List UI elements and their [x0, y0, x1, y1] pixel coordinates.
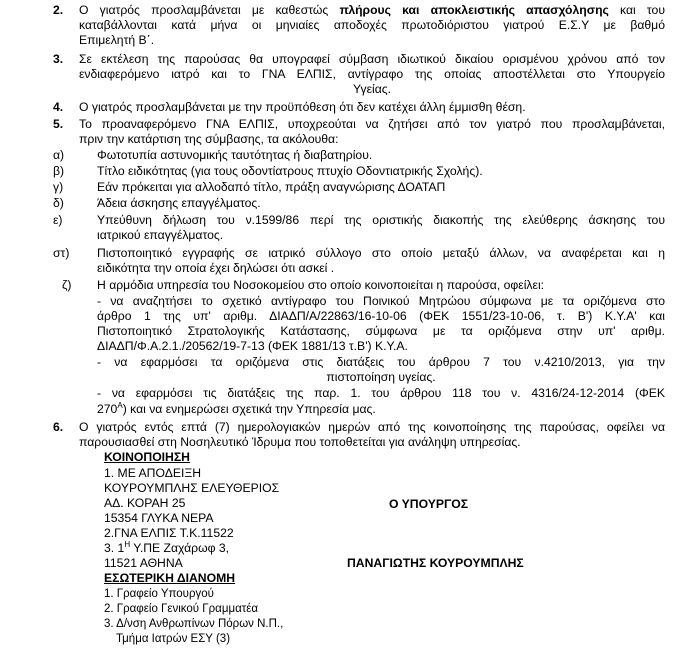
sub-z-line-4: Πιστοποιητικό Στρατολογικής Κατάστασης, σύμφωνα με τα οριζόμενα στην υπ' αριθμ.	[97, 324, 665, 338]
sub-g-text: Εάν πρόκειται για αλλοδαπό τίτλο, πράξη αναγνώρισης ΔΟΑΤΑΠ	[97, 180, 446, 194]
diianomi-line-4: Τμήμα Ιατρών ΕΣΥ (3)	[116, 633, 231, 645]
koinopoiisi-line-6-post: Υ.ΠΕ Ζαχάρωφ 3,	[130, 541, 230, 555]
sub-st-line-1: Πιστοποιητικό εγγραφής σε ιατρικό σύλλογο στο οποίο μεταξύ άλλων, να αναφέρεται και η	[97, 246, 665, 260]
sub-z-line-9-post: ) και να ενημερώσει σχετικά την Υπηρεσία μας.	[122, 402, 376, 416]
sub-label-st: στ)	[53, 246, 70, 260]
item-2-line-3: Επιμελητή Β΄.	[79, 33, 155, 47]
item-2-text-pre: Ο γιατρός προσλαμβάνεται με καθεστώς	[79, 3, 340, 17]
sub-d-text: Άδεια άσκησης επαγγέλματος.	[97, 196, 261, 210]
koinopoiisi-line-6-sup: Η	[124, 539, 131, 549]
koinopoiisi-line-3: ΑΔ. ΚΟΡΑΗ 25	[104, 496, 186, 510]
sub-z-line-5: ΔΙΑΔΠ/Φ.Α.2.1./20562/19-7-13 (ΦΕΚ 1881/13 τ.Β') Κ.Υ.Α.	[97, 339, 408, 353]
sub-e-line-2: ιατρικού επαγγέλματος.	[97, 228, 224, 242]
item-6-line-1: Ο γιατρός εντός επτά (7) ημερολογιακών ημερών από της κοινοποίησης της παρούσας, οφείλει να	[79, 420, 665, 434]
sub-e-line-1: Υπεύθυνη δήλωση του ν.1599/86 περί της οριστικής διακοπής της ελεύθερης άσκησης του	[97, 213, 665, 227]
sub-z-line-1: Η αρμόδια υπηρεσία του Νοσοκομείου στο οποίο κοινοποιείται η παρούσα, οφείλει:	[97, 278, 545, 292]
koinopoiisi-line-2: ΚΟΥΡΟΥΜΠΛΗΣ ΕΛΕΥΘΕΡΙΟΣ	[104, 481, 280, 495]
item-5-line-2: πριν την κατάρτιση της σύμβασης, τα ακόλουθα:	[79, 132, 339, 146]
koinopoiisi-line-7: 11521 ΑΘΗΝΑ	[104, 556, 183, 570]
koinopoiisi-line-6	[104, 541, 229, 556]
diianomi-line-1: 1. Γραφείο Υπουργού	[104, 588, 214, 600]
item-2-text-post: και του	[608, 3, 665, 17]
item-number-2: 2.	[53, 3, 64, 17]
sub-z-line-2: - να αναζητήσει το σχετικό αντίγραφο του Ποινικού Μητρώου σύμφωνα με τα οριζόμενα στο	[97, 294, 665, 308]
item-number-4: 4.	[53, 100, 64, 114]
sub-z-line-9	[97, 402, 376, 417]
diianomi-heading: ΕΣΩΤΕΡΙΚΗ ΔΙΑΝΟΜΗ	[104, 571, 236, 585]
sub-z-line-9-pre: 270	[97, 402, 118, 416]
item-3-line-1: Σε εκτέλεση της παρούσας θα υπογραφεί σύμβαση ιδιωτικού δικαίου ορισμένου χρόνου από τον	[79, 52, 665, 66]
koinopoiisi-line-1: 1. ΜΕ ΑΠΟΔΕΙΞΗ	[104, 466, 202, 480]
sub-label-z: ζ)	[62, 278, 72, 292]
item-4-line-1: Ο γιατρός προσλαμβάνεται με την προϋπόθεση ότι δεν κατέχει άλλη έμμισθη θέση.	[79, 100, 526, 114]
item-number-6: 6.	[53, 420, 64, 434]
item-6-line-2: παρουσιασθεί στη Νοσηλευτικό Ίδρυμα που τοποθετείται για ανάληψη υπηρεσίας.	[79, 435, 521, 449]
sub-label-a: α)	[53, 148, 65, 162]
koinopoiisi-heading: ΚΟΙΝΟΠΟΙΗΣΗ	[104, 450, 190, 464]
item-5-line-1: Το προαναφερόμενο ΓΝΑ ΕΛΠΙΣ, υποχρεούται να ζητήσει από τον γιατρό που προσλαμβάνεται,	[79, 117, 665, 131]
sub-label-d: δ)	[53, 196, 64, 210]
sub-label-b: β)	[53, 164, 65, 178]
diianomi-line-3: 3. Δ/νση Ανθρωπίνων Πόρων Ν.Π.,	[104, 618, 284, 630]
sub-z-line-3: άρθρο 1 της υπ' αριθμ. ΔΙΑΔΠ/Α/22863/16-10-06 (ΦΕΚ 1551/23-10-06, τ. Β') Κ.Υ.Α' και	[97, 309, 665, 323]
sub-b-text: Τίτλο ειδικότητας (για τους οδοντίατρους πτυχίο Οδοντιατρικής Σχολής).	[97, 164, 483, 178]
sub-label-g: γ)	[53, 180, 64, 194]
item-number-3: 3.	[53, 52, 64, 66]
item-2-line-1	[79, 3, 665, 18]
signature-name: ΠΑΝΑΓΙΩΤΗΣ ΚΟΥΡΟΥΜΠΛΗΣ	[347, 556, 524, 570]
diianomi-line-2: 2. Γραφείο Γενικού Γραμματέα	[104, 603, 259, 615]
item-2-line-2: καταβάλλονται κατά μήνα οι μηνιαίες αποδοχές πρωτοδιόριστου γιατρού Ε.Σ.Υ με βαθμό	[79, 18, 665, 32]
item-3-line-3: Υγείας.	[352, 82, 392, 96]
koinopoiisi-line-4: 15354 ΓΛΥΚΑ ΝΕΡΑ	[104, 511, 214, 525]
koinopoiisi-line-6-pre: 3. 1	[104, 541, 125, 555]
item-2-text-bold: πλήρους και αποκλειστικής απασχόλησης	[339, 3, 609, 17]
koinopoiisi-line-5: 2.ΓΝΑ ΕΛΠΙΣ Τ.Κ.11522	[104, 526, 234, 540]
item-number-5: 5.	[53, 117, 64, 131]
sub-label-e: ε)	[53, 213, 63, 227]
sub-st-line-2: ειδικότητα την οποία έχει δηλώσει ότι ασκεί .	[97, 261, 335, 275]
sub-z-line-9-sup: Α	[117, 400, 123, 410]
item-3-line-2: ενδιαφερόμενο ιατρό και το ΓΝΑ ΕΛΠΙΣ, αντίγραφο της οποίας αποστέλλεται στο Υπουργείο	[79, 67, 665, 81]
sub-z-line-8: - να εφαρμόσει τις διατάξεις της παρ. 1. του άρθρου 118 του ν. 4316/24-12-2014 (ΦΕΚ	[97, 386, 665, 400]
sub-a-text: Φωτοτυπία αστυνομικής ταυτότητας ή διαβατηρίου.	[97, 148, 373, 162]
sub-z-line-6: - να εφαρμόσει τα οριζόμενα στις διατάξεις του άρθρου 7 του ν.4210/2013, για την	[97, 355, 665, 369]
signature-title: Ο ΥΠΟΥΡΓΟΣ	[389, 497, 469, 511]
sub-z-line-7: πιστοποίηση υγείας.	[326, 370, 436, 384]
